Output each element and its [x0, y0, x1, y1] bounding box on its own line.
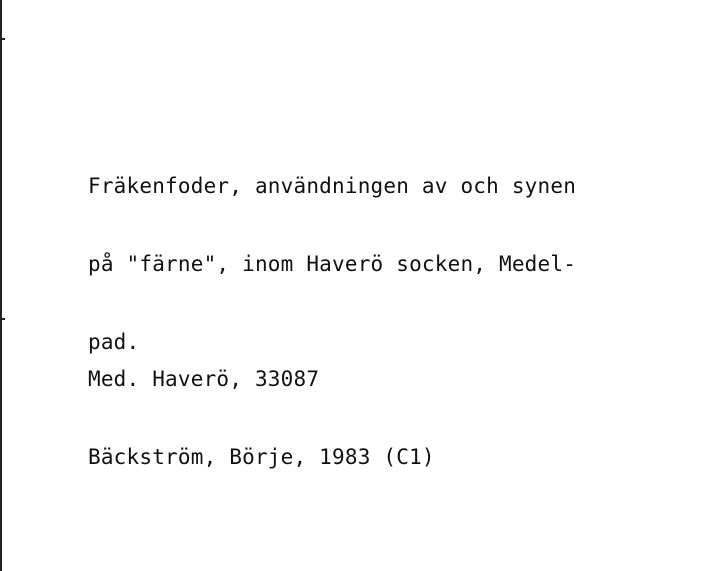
reference-author: Bäckström, Börje, 1983 (C1)	[88, 445, 435, 469]
card-left-border	[0, 0, 2, 571]
description-line: på "färne", inom Haverö socken, Medel-	[88, 252, 577, 276]
description-line: Fräkenfoder, användningen av och synen	[88, 174, 577, 198]
reference-location: Med. Haverö, 33087	[88, 367, 320, 391]
border-tick-mark	[0, 38, 5, 40]
description-line: pad.	[88, 330, 140, 354]
border-tick-mark	[0, 318, 5, 320]
card-reference	[88, 314, 688, 522]
